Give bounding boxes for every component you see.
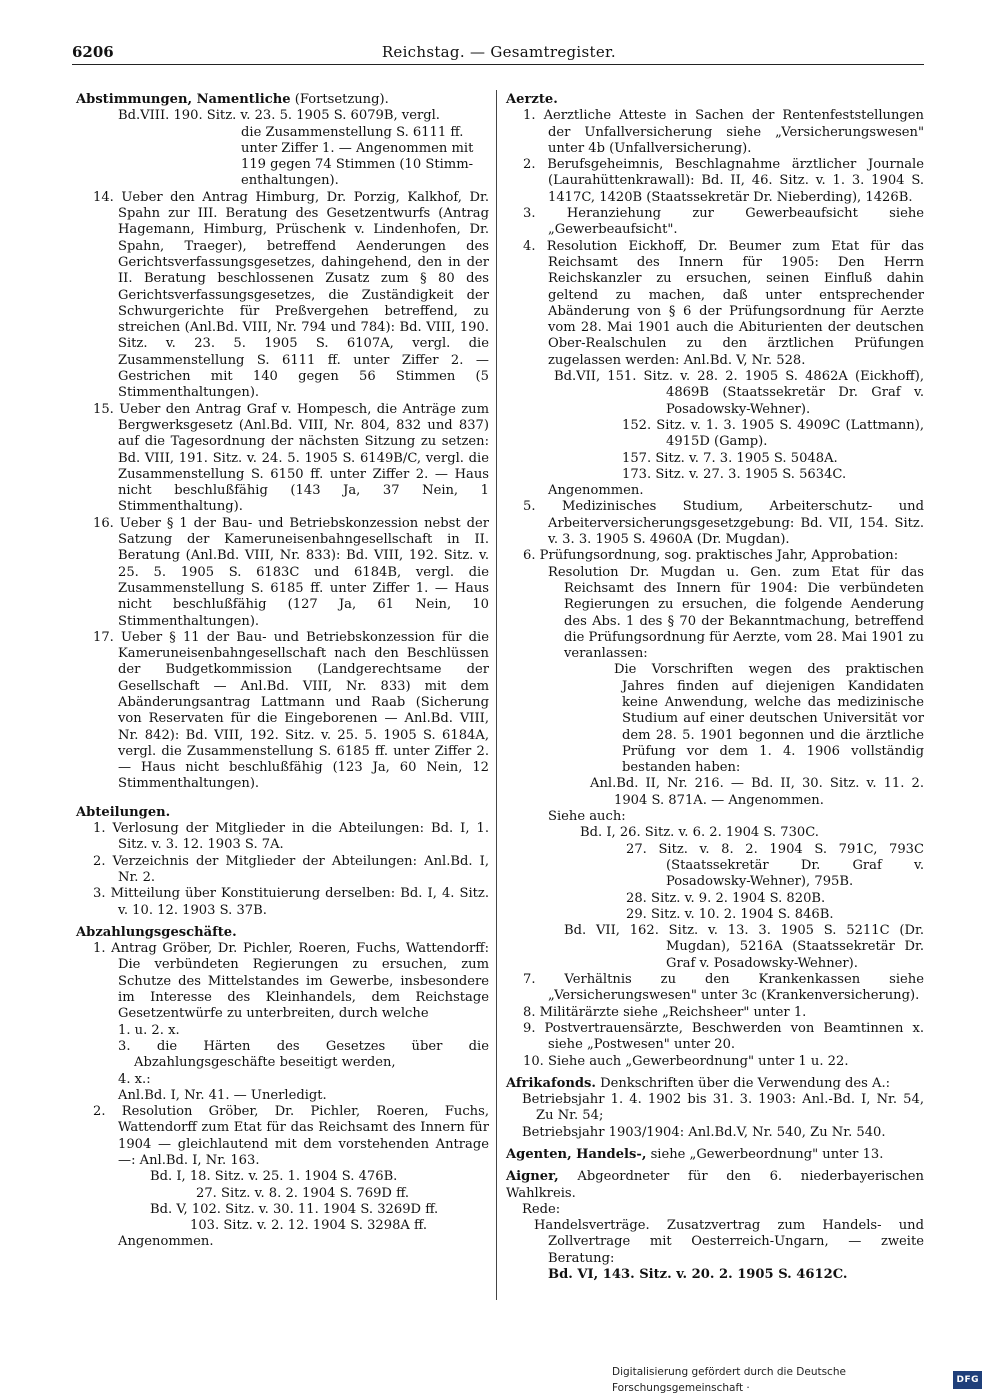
list-item: 15. Ueber den Antrag Graf v. Hompesch, die Anträge zum Bergwerksgesetz (Anl.Bd. VIII, Nr. 804, 832 und 837) auf die Tagesordnung der nächsten Sitzung zu setzen: Bd. VIII, 191. Sitz. v. 24. 5. 1905 S. 6149B/C, vergl. die Zusammenstellung S. 6150 ff. unter Ziffer 2. — Haus nicht beschlußfähig (143 Ja, 37 Nein, 1 Stimmenthaltung). — [93, 401, 489, 515]
reference-line: Siehe auch: — [548, 809, 626, 825]
section-heading: Abstimmungen, Namentliche — [76, 92, 291, 107]
reference-line: Angenommen. — [548, 483, 644, 499]
list-item: 4. Resolution Eickhoff, Dr. Beumer zum Etat für das Reichsamt des Innern für 1905: Den Herrn Reichskanzler zu ersuchen, seinen Einfluß dahin geltend zu machen, daß unter entsprechender Abänderung von § 6 der Prüfungsordnung für Aerzte vom 28. Mai 1901 auch die Abiturienten der deutschen Ober-Realschulen zu den ärztlichen Prüfungen zugelassen werden: Anl.Bd. V, Nr. 528. — [523, 238, 924, 368]
list-item: 2. Verzeichnis der Mitglieder der Abteilungen: Anl.Bd. I, Nr. 2. — [93, 853, 489, 885]
section-abteilungen — [76, 805, 489, 919]
section-text: Denkschriften über die Verwendung des A.: — [600, 1075, 891, 1091]
reference-line: 28. Sitz. v. 9. 2. 1904 S. 820B. — [626, 890, 826, 906]
section-heading: Afrikafonds. — [506, 1075, 596, 1091]
list-item: 16. Ueber § 1 der Bau- und Betriebskonzession nebst der Satzung der Kameruneisenbahngesellschaft in II. Beratung (Anl.Bd. VIII, Nr. 833): Bd. VIII, 192. Sitz. v. 25. 5. 1905 S. 6183C und 6184B, vergl. die Zusammenstellung S. 6185 ff. unter Ziffer 1. — Haus nicht beschlußfähig (127 Ja, 61 Nein, 10 Stimmenthaltungen). — [93, 515, 489, 629]
reference-line: Anl.Bd. II, Nr. 216. — Bd. II, 30. Sitz. v. 11. 2. 1904 S. 871A. — Angenommen. — [590, 776, 924, 808]
list-item: 7. Verhältnis zu den Krankenkassen siehe „Versicherungswesen" unter 3c (Krankenversicherung). — [523, 972, 924, 1004]
reference-line: 119 gegen 74 Stimmen (10 Stimm- — [241, 157, 474, 173]
section-aerzte — [506, 92, 924, 1070]
reference-line: Bd. I, 26. Sitz. v. 6. 2. 1904 S. 730C. — [580, 825, 819, 841]
list-item: 1. Antrag Gröber, Dr. Pichler, Roeren, Fuchs, Wattendorff: Die verbündeten Regierungen zu ersuchen, zum Schutze des Mittelstandes im Gewerbe, insbesondere im Interesse des Kleinhandels, dem Reichstage Gesetzentwürfe zu unterbreiten, durch welche — [93, 941, 489, 1022]
section-text: Abgeordneter für den 6. niederbayerischen Wahlkreis. — [506, 1169, 924, 1201]
reference-line: Bd.VIII. 190. Sitz. v. 23. 5. 1905 S. 6079B, vergl. — [118, 108, 440, 124]
list-item: 1. Verlosung der Mitglieder in die Abteilungen: Bd. I, 1. Sitz. v. 3. 12. 1903 S. 7A. — [93, 821, 489, 853]
left-column — [76, 92, 489, 1257]
page-header — [72, 44, 924, 65]
reference-line: 29. Sitz. v. 10. 2. 1904 S. 846B. — [626, 906, 834, 922]
reference-line: Betriebsjahr 1. 4. 1902 bis 31. 3. 1903: Anl.-Bd. I, Nr. 54, Zu Nr. 54; — [522, 1092, 924, 1124]
section-heading: Aigner, — [506, 1169, 559, 1185]
list-item: 3. Mitteilung über Konstituierung derselben: Bd. I, 4. Sitz. v. 10. 12. 1903 S. 37B. — [93, 886, 489, 918]
list-item: 8. Militärärzte siehe „Reichsheer" unter 1. — [523, 1004, 807, 1020]
column-divider — [496, 90, 497, 1300]
reference-line: Betriebsjahr 1903/1904: Anl.Bd.V, Nr. 540, Zu Nr. 540. — [522, 1124, 886, 1140]
sub-heading: Rede: — [522, 1201, 561, 1217]
reference-line: Bd. V, 102. Sitz. v. 30. 11. 1904 S. 3269D ff. — [150, 1201, 439, 1217]
list-item: 6. Prüfungsordnung, sog. praktisches Jahr, Approbation: — [523, 548, 899, 564]
section-agenten — [506, 1147, 924, 1163]
list-item: 2. Resolution Gröber, Dr. Pichler, Roeren, Fuchs, Wattendorff zum Etat für das Reichsamt des Innern für 1904 — gleichlautend mit dem vorstehenden Antrage —: Anl.Bd. I, Nr. 163. — [93, 1104, 489, 1168]
page-number: 6206 — [72, 43, 114, 61]
sub-item: Anl.Bd. I, Nr. 41. — Unerledigt. — [118, 1087, 327, 1103]
sub-item: 4. x.: — [118, 1071, 151, 1087]
section-afrikafonds — [506, 1076, 924, 1141]
quoted-text: Die Vorschriften wegen des praktischen Jahres finden auf diejenigen Kandidaten keine Anwendung, welche das medizinische Studium auf einer deutschen Universität vor dem 28. 5. 1901 begonnen und die ärztliche Prüfung vor dem 1. 4. 1906 vollständig bestanden haben: — [614, 662, 924, 776]
right-column — [506, 92, 924, 1289]
reference-line: 27. Sitz. v. 8. 2. 1904 S. 791C, 793C (Staatssekretär Dr. Graf v. Posadowsky-Wehner), 795B. — [626, 841, 924, 890]
reference-line: die Zusammenstellung S. 6111 ff. — [241, 124, 464, 140]
section-heading: Agenten, Handels-, — [506, 1147, 647, 1162]
section-heading: Abteilungen. — [76, 804, 171, 820]
section-abzahlungsgeschaefte — [76, 925, 489, 1251]
reference-line: Bd. VII, 162. Sitz. v. 13. 3. 1905 S. 5211C (Dr. Mugdan), 5216A (Staatssekretär Dr. Graf v. Posadowsky-Wehner). — [564, 923, 924, 971]
reference-line: Handelsverträge. Zusatzvertrag zum Handels- und Zollvertrage mit Oesterreich-Ungarn, — zweite Beratung: — [534, 1218, 924, 1266]
reference-line: 152. Sitz. v. 1. 3. 1905 S. 4909C (Lattmann), 4915D (Gamp). — [622, 417, 924, 450]
list-item: 14. Ueber den Antrag Himburg, Dr. Porzig, Kalkhof, Dr. Spahn zur III. Beratung des Gesetzentwurfs (Antrag Hagemann, Himburg, Prüschenk v. Lindenhofen, Dr. Spahn, Traeger), betreffend Aenderungen des Gerichtsverfassungsgesetzes, dahingehend, den in der II. Beratung beschlossenen Zusatz zum § 80 des Gerichtsverfassungsgesetzes, die Zuständigkeit der Schwurgerichte für Preßvergehen betreffend, zu streichen (Anl.Bd. VIII, Nr. 794 und 784): Bd. VIII, 190. Sitz. v. 23. 5. 1905 S. 6107A, vergl. die Zusammenstellung S. 6111 ff. unter Ziffer 2. — Gestrichen mit 140 gegen 56 Stimmen (5 Stimmenthaltungen). — [93, 189, 489, 401]
list-item: 1. Aerztliche Atteste in Sachen der Rentenfeststellungen der Unfallversicherung siehe „Versicherungswesen" unter 4b (Unfallversicherung). — [523, 108, 924, 156]
list-item: 9. Postvertrauensärzte, Beschwerden von Beamtinnen x. siehe „Postwesen" unter 20. — [523, 1020, 924, 1053]
reference-line: 103. Sitz. v. 2. 12. 1904 S. 3298A ff. — [190, 1218, 428, 1234]
section-aigner — [506, 1169, 924, 1283]
reference-line: Bd. VI, 143. Sitz. v. 20. 2. 1905 S. 4612C. — [548, 1267, 848, 1283]
sub-item: Resolution Dr. Mugdan u. Gen. zum Etat für das Reichsamt des Innern für 1904: Die verbündeten Regierungen zu ersuchen, die folgende Aenderung des Abs. 1 des § 70 der Bekanntmachung, betreffend die Prüfungsordnung für Aerzte, vom 28. Mai 1901 zu veranlassen: — [548, 564, 924, 662]
sub-item: 3. die Härten des Gesetzes über die Abzahlungsgeschäfte beseitigt werden, — [118, 1038, 489, 1071]
section-heading: Aerzte. — [506, 92, 558, 107]
list-item: 3. Heranziehung zur Gewerbeaufsicht siehe „Gewerbeaufsicht". — [523, 206, 924, 238]
reference-line: enthaltungen). — [241, 173, 339, 189]
list-item: 17. Ueber § 11 der Bau- und Betriebskonzession für die Kameruneisenbahngesellschaft nach den Beschlüssen der Budgetkommission (Landgerechtsame der Gesellschaft — Anl.Bd. VIII, Nr. 833) mit dem Abänderungsantrag Lattmann und Raab (Sicherung von Reservaten für die Eingeborenen — Anl.Bd. VIII, Nr. 842): Bd. VIII, 192. Sitz. v. 25. 5. 1905 S. 6184A, vergl. die Zusammenstellung S. 6185 ff. unter Ziffer 2. — Haus nicht beschlußfähig (123 Ja, 60 Nein, 12 Stimmenthaltungen). — [93, 629, 489, 792]
section-heading: Abzahlungsgeschäfte. — [76, 924, 237, 940]
footer — [612, 1364, 982, 1397]
reference-line: 27. Sitz. v. 8. 2. 1904 S. 769D ff. — [196, 1185, 410, 1201]
section-heading-line — [76, 92, 489, 108]
reference-line: 173. Sitz. v. 27. 3. 1905 S. 5634C. — [622, 466, 847, 482]
footer-text: Digitalisierung gefördert durch die Deutsche Forschungsgemeinschaft · — [612, 1366, 846, 1395]
section-text: siehe „Gewerbeordnung" unter 13. — [650, 1147, 884, 1162]
list-item: 5. Medizinisches Studium, Arbeiterschutz- und Arbeiterversicherungsgesetzgebung: Bd. VII, 154. Sitz. v. 3. 3. 1905 S. 4960A (Dr. Mugdan). — [523, 499, 924, 548]
section-heading-line — [506, 1076, 924, 1092]
sub-item: 1. u. 2. x. — [118, 1022, 180, 1038]
section-abstimmungen — [76, 92, 489, 793]
list-item: 2. Berufsgeheimnis, Beschlagnahme ärztlicher Journale (Laurahüttenkrawall): Bd. II, 46. Sitz. v. 1. 3. 1904 S. 1417C, 1420B (Staatssekretär Dr. Nieberding), 1426B. — [523, 157, 924, 205]
running-head: Reichstag. — Gesamtregister. — [381, 43, 616, 61]
section-note: (Fortsetzung). — [294, 92, 389, 107]
reference-line: unter Ziffer 1. — Angenommen mit — [241, 140, 474, 156]
reference-line: Bd.VII, 151. Sitz. v. 28. 2. 1905 S. 4862A (Eickhoff), 4869B (Staatssekretär Dr. Graf v. Posadowsky-Wehner). — [554, 369, 924, 417]
list-item: 10. Siehe auch „Gewerbeordnung" unter 1 u. 22. — [523, 1053, 849, 1069]
reference-line: Bd. I, 18. Sitz. v. 25. 1. 1904 S. 476B. — [150, 1169, 398, 1185]
dfg-logo: DFG — [953, 1371, 982, 1389]
reference-line: Angenommen. — [118, 1234, 214, 1250]
section-heading-line — [506, 1169, 924, 1202]
reference-line: 157. Sitz. v. 7. 3. 1905 S. 5048A. — [622, 450, 838, 466]
